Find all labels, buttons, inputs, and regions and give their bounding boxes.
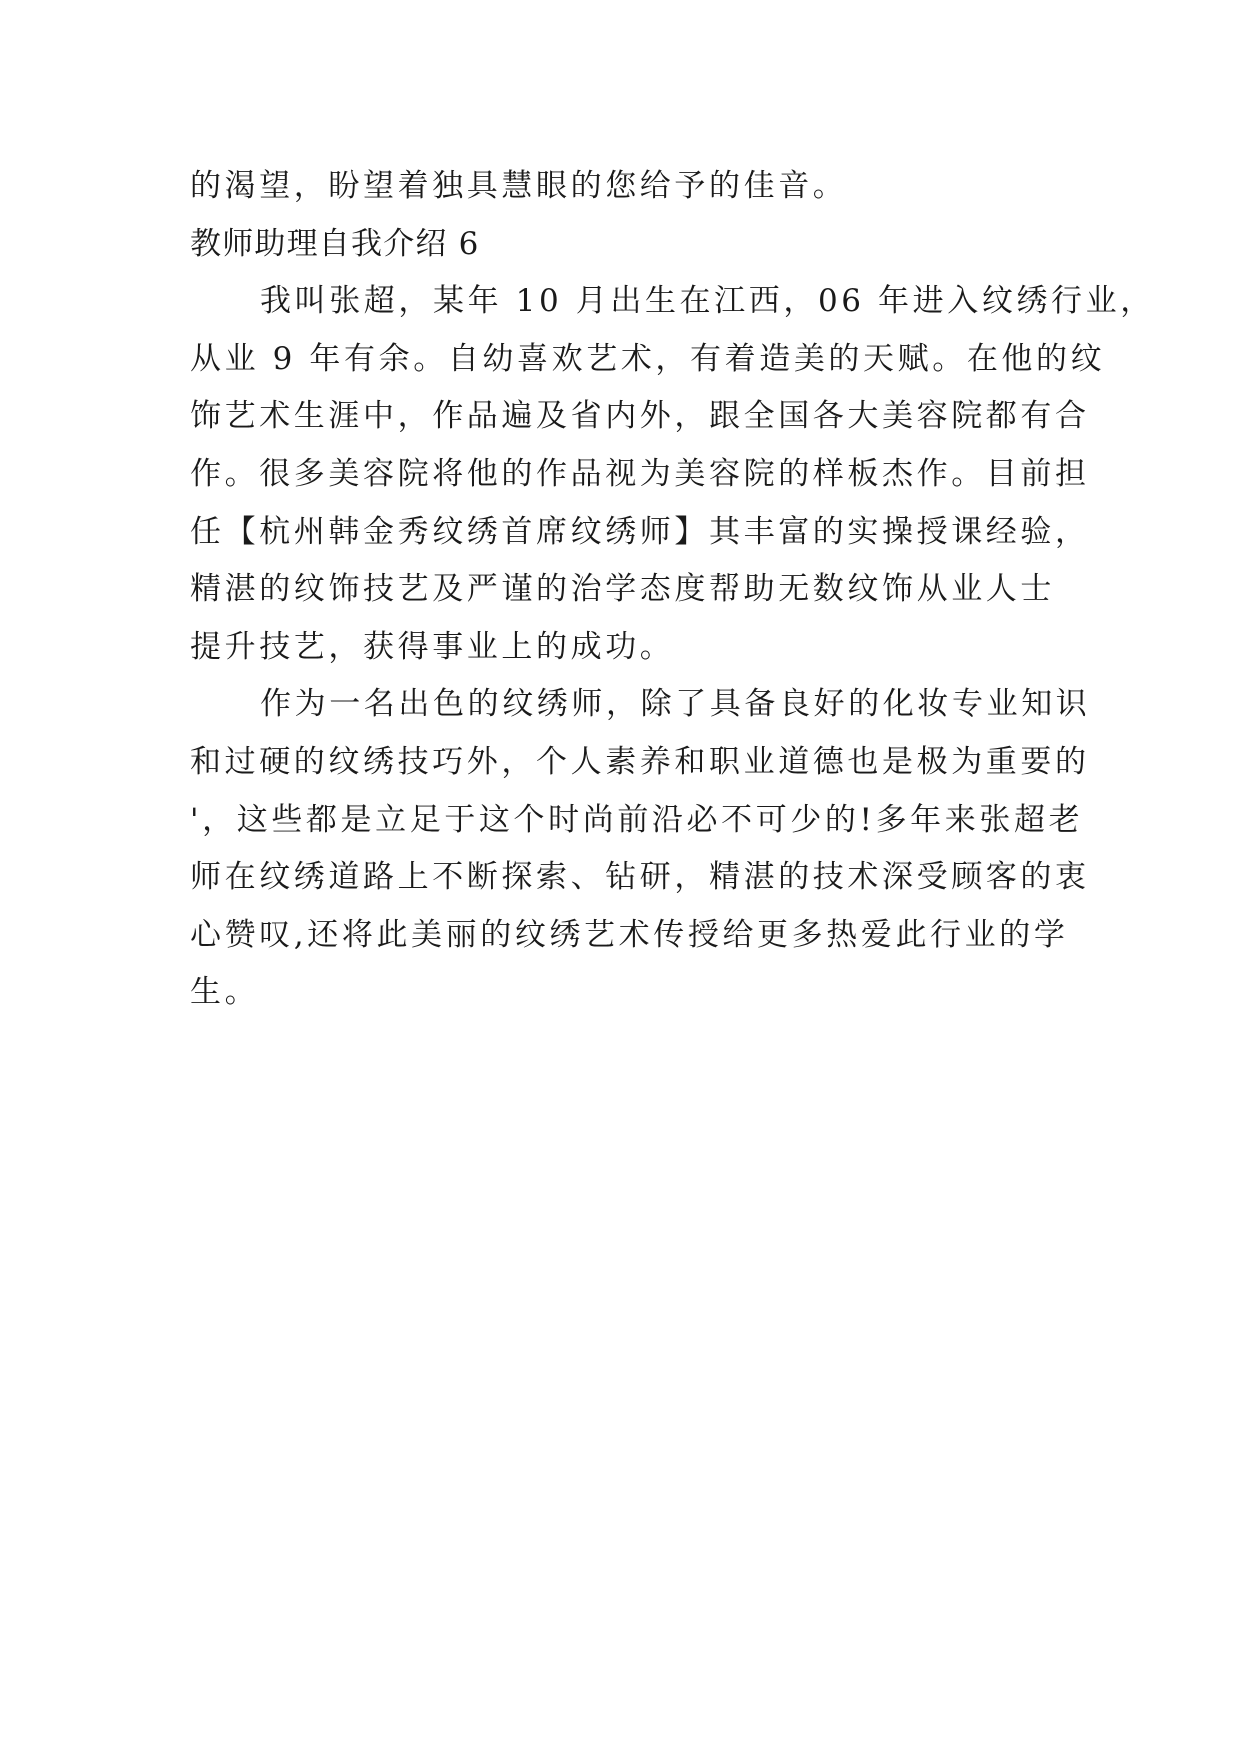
text-line: 从业 9 年有余。自幼喜欢艺术，有着造美的天赋。在他的纹 (190, 340, 1106, 377)
text-line: 心赞叹,还将此美丽的纹绣艺术传授给更多热爱此行业的学 (190, 916, 1069, 953)
text-line: 我叫张超，某年 10 月出生在江西，06 年进入纹绣行业， (260, 283, 1155, 320)
text-line: 作。很多美容院将他的作品视为美容院的样板杰作。目前担 (190, 455, 1090, 492)
text-line: 和过硬的纹绣技巧外，个人素养和职业道德也是极为重要的 (190, 743, 1090, 780)
text-line: 任【杭州韩金秀纹绣首席纹绣师】其丰富的实操授课经验， (190, 513, 1090, 550)
paragraph-1 (190, 273, 1155, 676)
text-line: 精湛的纹饰技艺及严谨的治学态度帮助无数纹饰从业人士 (190, 571, 1055, 608)
continuation-paragraph (190, 158, 1070, 216)
text-line: 饰艺术生涯中，作品遍及省内外，跟全国各大美容院都有合 (190, 398, 1090, 435)
text-line: 的渴望，盼望着独具慧眼的您给予的佳音。 (190, 168, 848, 204)
paragraph-2 (190, 676, 1091, 1022)
document-body (190, 158, 1155, 1022)
text-line: 提升技艺，获得事业上的成功。 (190, 628, 675, 665)
text-line: '，这些都是立足于这个时尚前沿必不可少的!多年来张超老 (190, 801, 1084, 838)
text-line: 作为一名出色的纹绣师，除了具备良好的化妆专业知识 (260, 686, 1091, 723)
section-heading: 教师助理自我介绍 6 (190, 225, 480, 262)
text-line: 师在纹绣道路上不断探索、钻研，精湛的技术深受顾客的衷 (190, 859, 1090, 896)
text-line: 生。 (190, 974, 260, 1011)
